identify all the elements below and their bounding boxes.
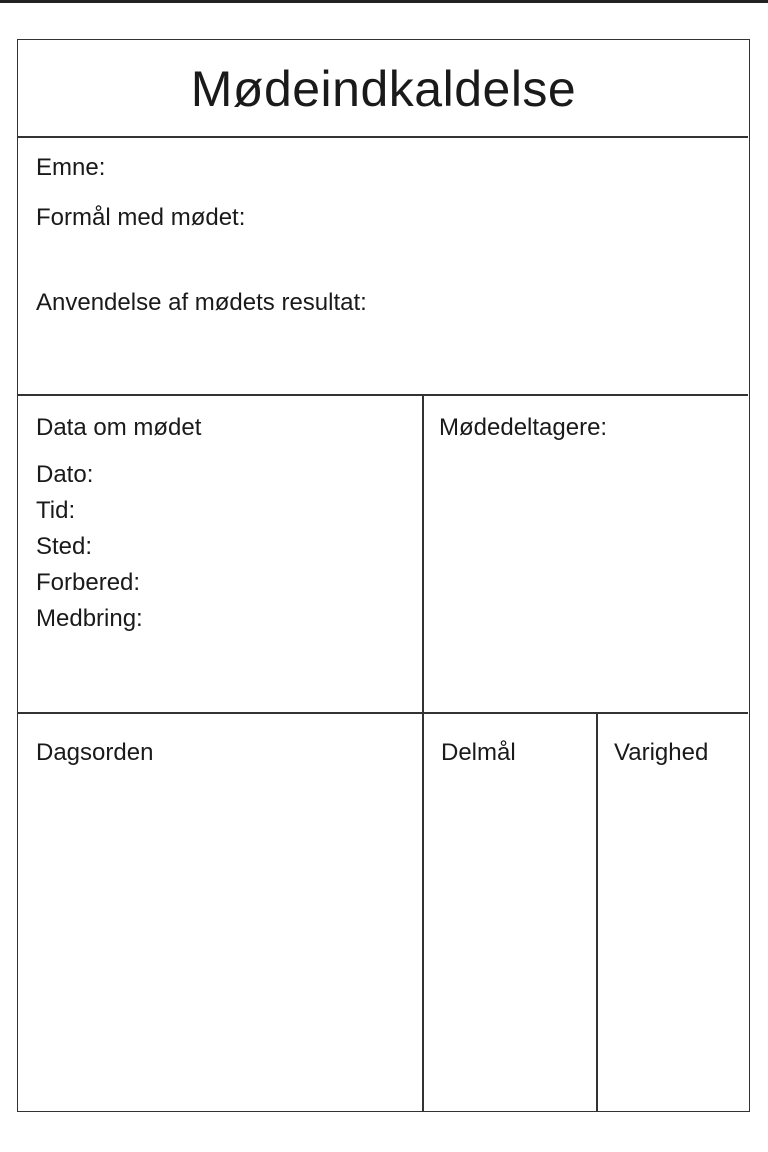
place-label: Sted: [36, 533, 93, 560]
meeting-invitation-form [17, 39, 750, 1112]
purpose-label: Formål med mødet: [36, 204, 246, 231]
prepare-field[interactable] [148, 566, 408, 598]
participants-field[interactable] [439, 450, 729, 700]
use-of-results-label: Anvendelse af mødets resultat: [36, 289, 367, 316]
duration-heading: Varighed [614, 739, 709, 766]
time-field[interactable] [98, 494, 408, 526]
agenda-heading: Dagsorden [36, 739, 154, 766]
section-divider-2 [18, 712, 748, 714]
date-field[interactable] [118, 458, 408, 490]
form-title: Mødeindkaldelse [190, 61, 577, 117]
column-divider-middle [422, 394, 424, 1112]
subgoal-field[interactable] [439, 780, 584, 1100]
bring-field[interactable] [158, 602, 408, 634]
date-label: Dato: [36, 461, 94, 488]
subgoal-heading: Delmål [441, 739, 516, 766]
place-field[interactable] [112, 530, 408, 562]
duration-field[interactable] [612, 780, 737, 1100]
top-rule [0, 0, 768, 3]
title-divider [18, 136, 748, 138]
use-of-results-field[interactable] [36, 322, 726, 386]
time-label: Tid: [36, 497, 76, 524]
section-divider-1 [18, 394, 748, 396]
subject-field[interactable] [128, 148, 728, 186]
bring-label: Medbring: [36, 605, 143, 632]
column-divider-right [596, 712, 598, 1112]
prepare-label: Forbered: [36, 569, 141, 596]
purpose-field[interactable] [36, 236, 726, 286]
participants-heading: Mødedeltagere: [439, 414, 608, 441]
subject-label: Emne: [36, 154, 106, 181]
agenda-field[interactable] [36, 780, 406, 1100]
meeting-data-heading: Data om mødet [36, 414, 202, 441]
